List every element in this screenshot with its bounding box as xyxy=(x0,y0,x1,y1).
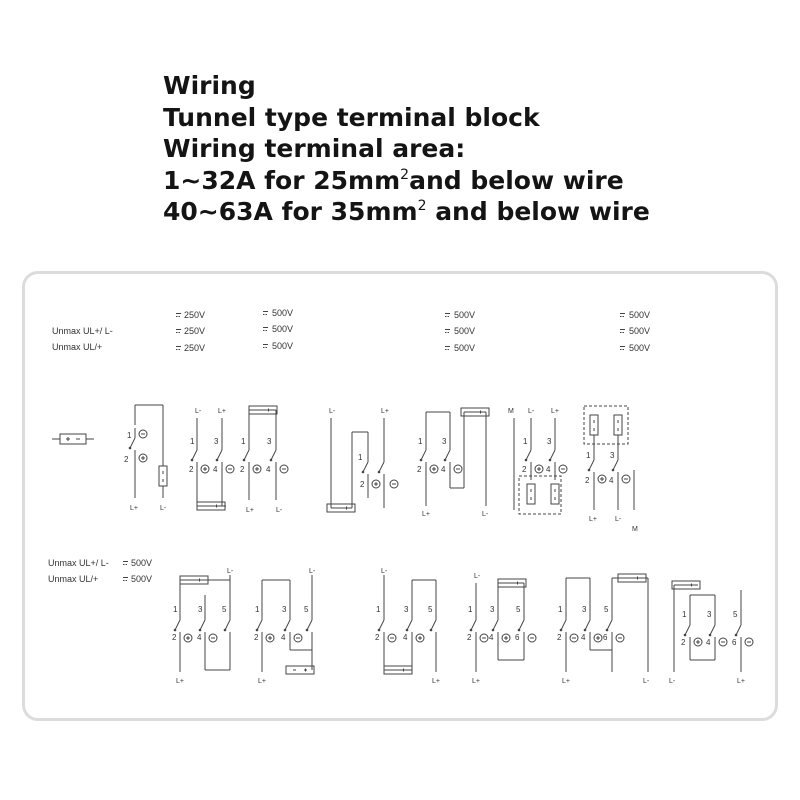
voltage-500v: 500V xyxy=(629,310,651,320)
voltage-500v: 500V xyxy=(454,343,476,353)
svg-text:1: 1 xyxy=(255,605,260,614)
heading-line-63a: 40~63A for $35mm^2$ and below wire xyxy=(163,197,650,226)
voltage-250v: 250V xyxy=(184,343,206,353)
voltage-500v: 500V xyxy=(131,574,153,584)
svg-text:2: 2 xyxy=(375,633,380,642)
row1-unmax-label-a: Unmax UL+/ L- xyxy=(52,326,113,336)
circuit-2p-b xyxy=(240,406,288,514)
svg-text:3: 3 xyxy=(404,605,409,614)
dc-icon xyxy=(263,345,268,348)
svg-text:3: 3 xyxy=(442,437,447,446)
svg-text:4: 4 xyxy=(281,633,286,642)
svg-text:L-: L- xyxy=(160,505,167,512)
circuit-serpentine-b xyxy=(417,408,489,518)
circuit-3p-b xyxy=(254,568,316,685)
svg-text:1: 1 xyxy=(418,437,423,446)
voltage-250v: 250V xyxy=(184,326,206,336)
svg-text:2: 2 xyxy=(417,465,422,474)
svg-text:4: 4 xyxy=(441,465,446,474)
svg-text:6: 6 xyxy=(603,633,608,642)
circuit-m-b xyxy=(584,406,638,533)
svg-text:5: 5 xyxy=(428,605,433,614)
svg-text:4: 4 xyxy=(546,465,551,474)
svg-text:3: 3 xyxy=(282,605,287,614)
svg-text:2: 2 xyxy=(557,633,562,642)
dc-icon xyxy=(263,328,268,331)
circuit-2p-a xyxy=(189,408,234,510)
svg-text:1: 1 xyxy=(127,431,132,440)
svg-text:6: 6 xyxy=(732,638,737,647)
dc-icon xyxy=(176,330,181,333)
svg-text:2: 2 xyxy=(681,638,686,647)
svg-text:L+: L+ xyxy=(246,507,254,514)
svg-text:2: 2 xyxy=(172,633,177,642)
svg-text:L-: L- xyxy=(276,507,283,514)
svg-text:L-: L- xyxy=(482,511,489,518)
dc-icon xyxy=(176,347,181,350)
svg-text:L-: L- xyxy=(474,573,481,580)
svg-text:4: 4 xyxy=(197,633,202,642)
svg-text:5: 5 xyxy=(604,605,609,614)
circuit-m-a xyxy=(508,408,567,514)
svg-text:2: 2 xyxy=(124,455,129,464)
circuit-3p-d xyxy=(467,573,536,685)
svg-text:4: 4 xyxy=(266,465,271,474)
svg-text:4: 4 xyxy=(489,633,494,642)
svg-text:L+: L+ xyxy=(432,678,440,685)
dc-icon xyxy=(620,347,625,350)
dc-icon xyxy=(123,578,128,581)
svg-text:2: 2 xyxy=(585,476,590,485)
circuit-1p-a xyxy=(124,405,167,512)
dc-icon xyxy=(176,314,181,317)
svg-text:L+: L+ xyxy=(562,678,570,685)
svg-text:5: 5 xyxy=(733,610,738,619)
svg-text:3: 3 xyxy=(214,437,219,446)
voltage-500v: 500V xyxy=(131,558,153,568)
dc-icon xyxy=(445,314,450,317)
dc-icon xyxy=(620,314,625,317)
svg-text:2: 2 xyxy=(360,480,365,489)
svg-text:L-: L- xyxy=(195,408,202,415)
svg-text:L+: L+ xyxy=(737,678,745,685)
svg-text:3: 3 xyxy=(490,605,495,614)
svg-text:2: 2 xyxy=(189,465,194,474)
svg-text:1: 1 xyxy=(376,605,381,614)
svg-text:4: 4 xyxy=(581,633,586,642)
circuit-serpentine-a xyxy=(327,408,398,512)
svg-text:3: 3 xyxy=(198,605,203,614)
voltage-250v: 250V xyxy=(184,310,206,320)
row2-unmax-label-a: Unmax UL+/ L- xyxy=(48,558,109,568)
svg-text:2: 2 xyxy=(522,465,527,474)
dc-icon xyxy=(445,330,450,333)
svg-text:1: 1 xyxy=(586,451,591,460)
svg-text:L+: L+ xyxy=(218,408,226,415)
voltage-500v: 500V xyxy=(454,326,476,336)
svg-text:L+: L+ xyxy=(422,511,430,518)
svg-text:L-: L- xyxy=(329,408,336,415)
svg-text:1: 1 xyxy=(241,437,246,446)
heading-line-terminal-area: Wiring terminal area: xyxy=(163,134,466,163)
svg-text:M: M xyxy=(632,526,638,533)
svg-text:L-: L- xyxy=(227,568,234,575)
svg-text:4: 4 xyxy=(706,638,711,647)
row1-unmax-label-b: Unmax UL/+ xyxy=(52,342,103,352)
svg-text:5: 5 xyxy=(222,605,227,614)
svg-text:3: 3 xyxy=(707,610,712,619)
circuit-3p-f xyxy=(669,581,753,685)
svg-text:L+: L+ xyxy=(472,678,480,685)
svg-text:4: 4 xyxy=(213,465,218,474)
svg-text:L+: L+ xyxy=(130,505,138,512)
svg-text:M: M xyxy=(508,408,514,415)
svg-text:1: 1 xyxy=(173,605,178,614)
circuit-3p-e xyxy=(557,574,650,685)
voltage-500v: 500V xyxy=(629,326,651,336)
svg-text:L+: L+ xyxy=(551,408,559,415)
svg-text:3: 3 xyxy=(267,437,272,446)
heading-line-wiring: Wiring xyxy=(163,71,256,100)
svg-text:L-: L- xyxy=(669,678,676,685)
svg-text:3: 3 xyxy=(582,605,587,614)
svg-text:4: 4 xyxy=(403,633,408,642)
svg-text:L-: L- xyxy=(615,516,622,523)
svg-text:L-: L- xyxy=(643,678,650,685)
svg-text:L+: L+ xyxy=(176,678,184,685)
svg-text:5: 5 xyxy=(516,605,521,614)
voltage-500v: 500V xyxy=(272,308,294,318)
voltage-500v: 500V xyxy=(629,343,651,353)
dc-icon xyxy=(263,312,268,315)
svg-text:3: 3 xyxy=(610,451,615,460)
svg-text:3: 3 xyxy=(547,437,552,446)
svg-text:1: 1 xyxy=(523,437,528,446)
svg-text:1: 1 xyxy=(682,610,687,619)
heading-line-terminal-type: Tunnel type terminal block xyxy=(163,102,540,132)
svg-text:L+: L+ xyxy=(258,678,266,685)
svg-text:1: 1 xyxy=(190,437,195,446)
svg-text:1: 1 xyxy=(468,605,473,614)
svg-text:5: 5 xyxy=(304,605,309,614)
voltage-500v: 500V xyxy=(454,310,476,320)
source-symbol xyxy=(52,434,94,444)
svg-text:1: 1 xyxy=(358,453,363,462)
row2-unmax-label-b: Unmax UL/+ xyxy=(48,574,99,584)
svg-text:2: 2 xyxy=(254,633,259,642)
dc-icon xyxy=(620,330,625,333)
svg-text:4: 4 xyxy=(609,476,614,485)
svg-text:L-: L- xyxy=(381,568,388,575)
svg-text:2: 2 xyxy=(467,633,472,642)
svg-text:L-: L- xyxy=(528,408,535,415)
voltage-500v: 500V xyxy=(272,341,294,351)
svg-text:6: 6 xyxy=(515,633,520,642)
voltage-500v: 500V xyxy=(272,324,294,334)
circuit-3p-a xyxy=(172,568,234,685)
heading-line-32a: 1~32A for $25mm^2and$ below wire xyxy=(163,165,624,195)
svg-text:2: 2 xyxy=(240,465,245,474)
svg-text:1: 1 xyxy=(558,605,563,614)
dc-icon xyxy=(123,562,128,565)
circuit-3p-c xyxy=(375,568,440,685)
dc-icon xyxy=(445,347,450,350)
svg-text:L+: L+ xyxy=(589,516,597,523)
svg-text:L+: L+ xyxy=(381,408,389,415)
svg-text:L-: L- xyxy=(309,568,316,575)
